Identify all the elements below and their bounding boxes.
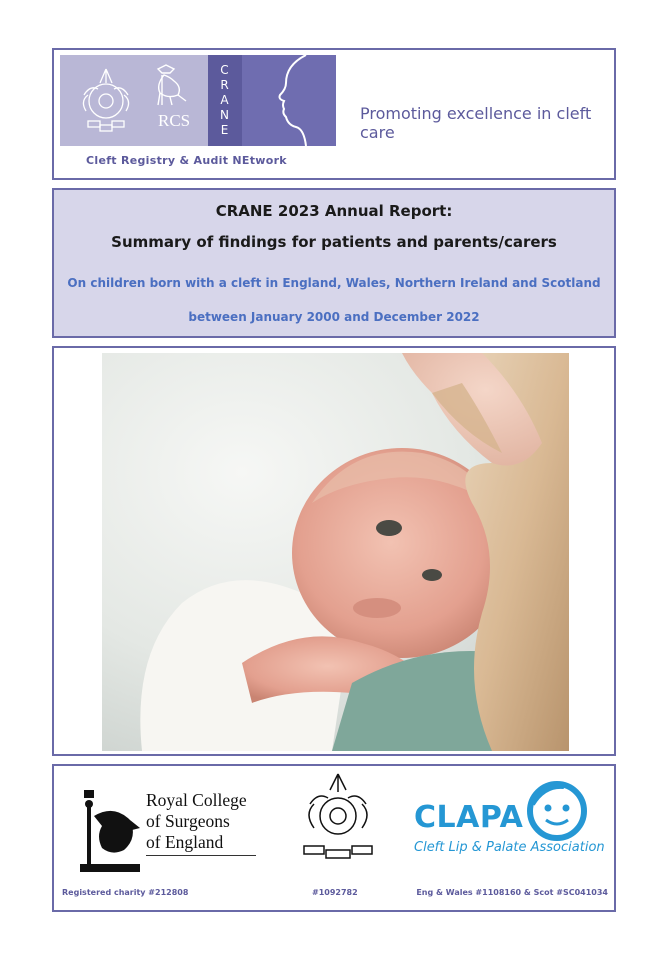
crane-letter: C xyxy=(220,63,230,77)
title-panel xyxy=(52,188,616,338)
rcs-england-line: of Surgeons xyxy=(146,811,230,831)
baby-and-mother-photo xyxy=(102,353,569,751)
rcs-england-crest-icon xyxy=(74,786,144,876)
header-panel xyxy=(52,48,616,180)
crane-letter: R xyxy=(220,78,230,92)
footer-panel xyxy=(52,764,616,912)
cfs-crest-footer-icon xyxy=(292,770,384,866)
clapa-charity-number: Eng & Wales #1108160 & Scot #SC041034 xyxy=(416,888,608,897)
crane-letter: A xyxy=(220,93,230,107)
crests-graphic xyxy=(60,55,208,146)
divider xyxy=(146,855,256,856)
crane-letter: N xyxy=(220,108,230,122)
clapa-smiley-icon xyxy=(524,778,590,844)
crane-vertical-wordmark xyxy=(208,55,242,146)
rcs-crest-icon xyxy=(158,65,186,105)
clapa-wordmark: CLAPA xyxy=(414,800,524,835)
photo-illustration xyxy=(102,353,569,751)
report-subtitle: Summary of findings for patients and parents/carers xyxy=(111,233,557,251)
face-profile-icon xyxy=(242,55,336,146)
rcs-england-line: of England xyxy=(146,832,224,852)
rcs-label: RCS xyxy=(158,111,191,130)
report-title: CRANE 2023 Annual Report: xyxy=(215,202,453,220)
rcs-england-line: Royal College xyxy=(146,790,247,810)
crane-letter: E xyxy=(220,123,230,137)
tagline: Promoting excellence in cleft care xyxy=(360,104,592,142)
crane-logo-banner xyxy=(60,55,336,146)
clapa-tagline: Cleft Lip & Palate Association xyxy=(414,840,605,855)
period-text: between January 2000 and December 2022 xyxy=(188,310,480,324)
face-profile-panel xyxy=(242,55,336,146)
scope-text: On children born with a cleft in England, Wales, Northern Ireland and Scotland xyxy=(67,276,601,290)
photo-panel xyxy=(52,346,616,756)
rcs-charity-number: Registered charity #212808 xyxy=(62,888,189,897)
cfs-charity-number: #1092782 xyxy=(312,888,358,897)
cfs-crest-icon xyxy=(83,69,128,131)
registry-name: Cleft Registry & Audit NEtwork xyxy=(86,154,287,167)
rcs-england-name xyxy=(146,790,247,853)
